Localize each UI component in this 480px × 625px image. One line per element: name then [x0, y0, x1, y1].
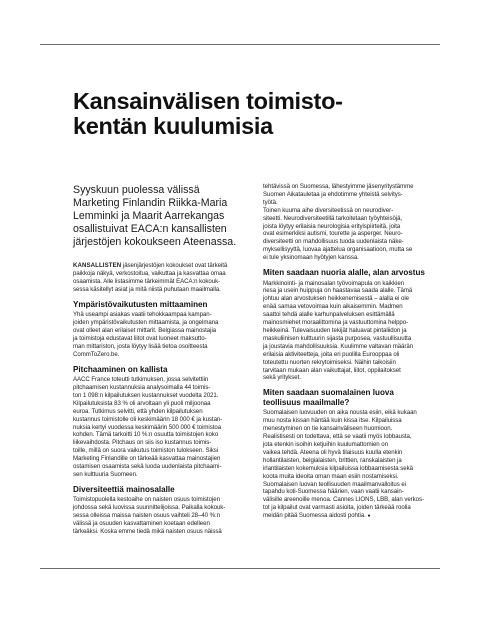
section-heading-pitching: Pitchaaminen on kallista: [73, 364, 168, 374]
top-rule: [40, 44, 440, 45]
section-heading-diversity: Diversiteettiä mainosalalle: [73, 484, 175, 494]
intro-paragraph: [73, 262, 259, 294]
section-heading-international: Miten saadaan suomalainen luova teollisuus maailmalle?: [263, 388, 394, 407]
article-lead: Syyskuun puolessa välissä Marketing Finlandin Riikka-Maria Lemminki ja Maarit Aarrekangas osallistuivat EACA:n kansallisten järjestöjen kokoukseen Ateenassa.: [73, 184, 237, 248]
right-column: [263, 183, 445, 527]
section-heading-youth: Miten saadaan nuoria alalle, alan arvostus: [263, 268, 425, 278]
section-body-diversity: Toimistopuolella kestoaihe on naisten osuus toimistojen johdossa sekä luovissa suunnittelijoissa. Paikalla kokouk- sessa olleissa maissa naisten osuus vaihteli 28–40 %:n välissä ja osuuden kasvattaminen koetaan edelleen tärkeäksi. Koska emme tiedä mikä naisten osuus näissä: [73, 496, 226, 535]
article-title: Kansainvälisen toimisto- kentän kuulumisia: [73, 88, 343, 139]
section-body-international: [263, 409, 445, 521]
intro-label: KANSALLISTEN: [73, 262, 122, 269]
intro-text: jäsenjärjestöjen kokoukset ovat tärkeitä paikkoja näkyä, verkostoitua, vaikuttaa ja kasvattaa omaa osaamista. Alle listasimme tärkeimmät EACA:n kokouk- sessa käsitellyt asiat ja mitä niistä puhutaan maailmalla.: [73, 262, 228, 293]
section-body-youth: Markkinointi- ja mainosalan työvoimapula on kaikkien riesa ja usein huippuja on haastavaa saada alalle. Tämä johtuu alan arvostuksen heikkenemisestä – alalla ei ole enää samaa vetovoimaa kuin aikaisemmin. Madmen saattoi tehdä alalle karhunpalveluksen esittämällä mainosmiehet moraalittomina ja vastuuttomina helppo- heikkeinä. Tulevaisuuden tekijät haluavat pintaliidon ja maskuliinisen kulttuurin sijasta purposea, vastuullisuutta ja joustavia mahdollisuuksia. Kuulimme valtavan määrän erilaisia aktiviteetteja, joita eri puolilla Eurooppaa oli toteutettu nuorten rekrytoimiseksi. Näihin taikoisiin tarvitaan mukaan alan vaikuttajat, liitot, oppilaitokset sekä yritykset.: [263, 279, 414, 382]
end-mark: ●: [367, 513, 371, 520]
section-body-environment: Yhä useampi asiakas vaatii tehokkaampaa kampan- joiden ympäristövaikutusten mittaamista, ja ongelmana ovat olleet alan erilaiset mittarit. Belgiassa mainostajia ja toimistoja edustavat liitot ovat luoneet maksutto- man mittariston, josta löytyy lisää tietoa osoitteesta CommToZero.be.: [73, 311, 219, 358]
bottom-rule: [40, 568, 440, 569]
section-body-pitching: AACC France toteutti tutkimuksen, jossa selvitettiin pitchaamisen kustannuksia analysoimalla 44 toimis- ton 1 098:n kilpailutuksen kustannukset vuodelta 2021. Kilpailutuksista 83 % oli arvoltaan yli puoli miljoonaa euroa. Tutkimus selvitti, että yhden kilpailutuksen kustannus toimistolle oli keskimäärin 18 000 € ja kustan- nuksia kertyi vuodessa keskimäärin 500 000 € toimistoa kohden. Tämä tarkoitti 10 %:n osuutta toimistojen koko liikevaihdosta. Pitchaus on siis iso kustannus toimis- toille, millä on suora vaikutus toimiston tulokseen. Siksi Marketing Finlandille on tärkeää kasvattaa mainostajien ostamisen osaamista sekä luoda uudenlaista pitchaami- sen kulttuuria Suomeen.: [73, 376, 223, 478]
section-heading-environment: Ympäristövaikutusten mittaaminen: [73, 299, 208, 309]
left-column: [73, 184, 259, 542]
international-text: Suomalaisen luovuuden on aika nousta esiin, eikä kukaan muu nosta kissan häntää kuin kissa itse. Kilpailuissa menestyminen on tie kansainväliseen huomioon. Realistisesti on todettava, että se vaatii myös lobbausta, jota etenkin isoihin ketjuihin kuulumattomien on vaikea tehdä. Ateena oli hyvä tilaisuus kuulla etenkin hollantilaisten, belgialaisten, brittien, ranskalaisten ja irlantilaisten kokemuksia kilpailuissa lobbaamisesta sekä koota muita ideoita oman maan esiin nostamiseksi. Suomalaisen luovan teollisuuden maailmanvalloitus ei tapahdu koti-Suomessa häärien, vaan vaatii kansain- välisille areenoille menoa. Cannes LIONS, LBB, alan verkos- tot ja kilpailut ovat varmasti asioita, joiden tärkeää roolia meidän pitää Suomessa aidosti pohtia.: [263, 409, 424, 520]
diversity-continued: tehtävissä on Suomessa, lähestyimme jäsenyritystämme Suomen Aikatauletaa ja ehdotimme yhteistä selvitys- työtä. Toinen kuuma aihe diversiteetissä on neurodiver- siteetti. Neurodiversiteetillä tarkoitetaan työyhteisöjä, joista löytyy erilaisia neurologisia erityispiirteitä, joita ovat esimerkiksi autismi, tourette ja asperger. Neuro- diversiteetti on mahdollisuus tuoda uudenlaista näke- myksellisyyttä, luovaa ajattelua organisaatioon, mutta se ei tule yksinomaan hyötyjen kanssa.: [263, 183, 414, 262]
